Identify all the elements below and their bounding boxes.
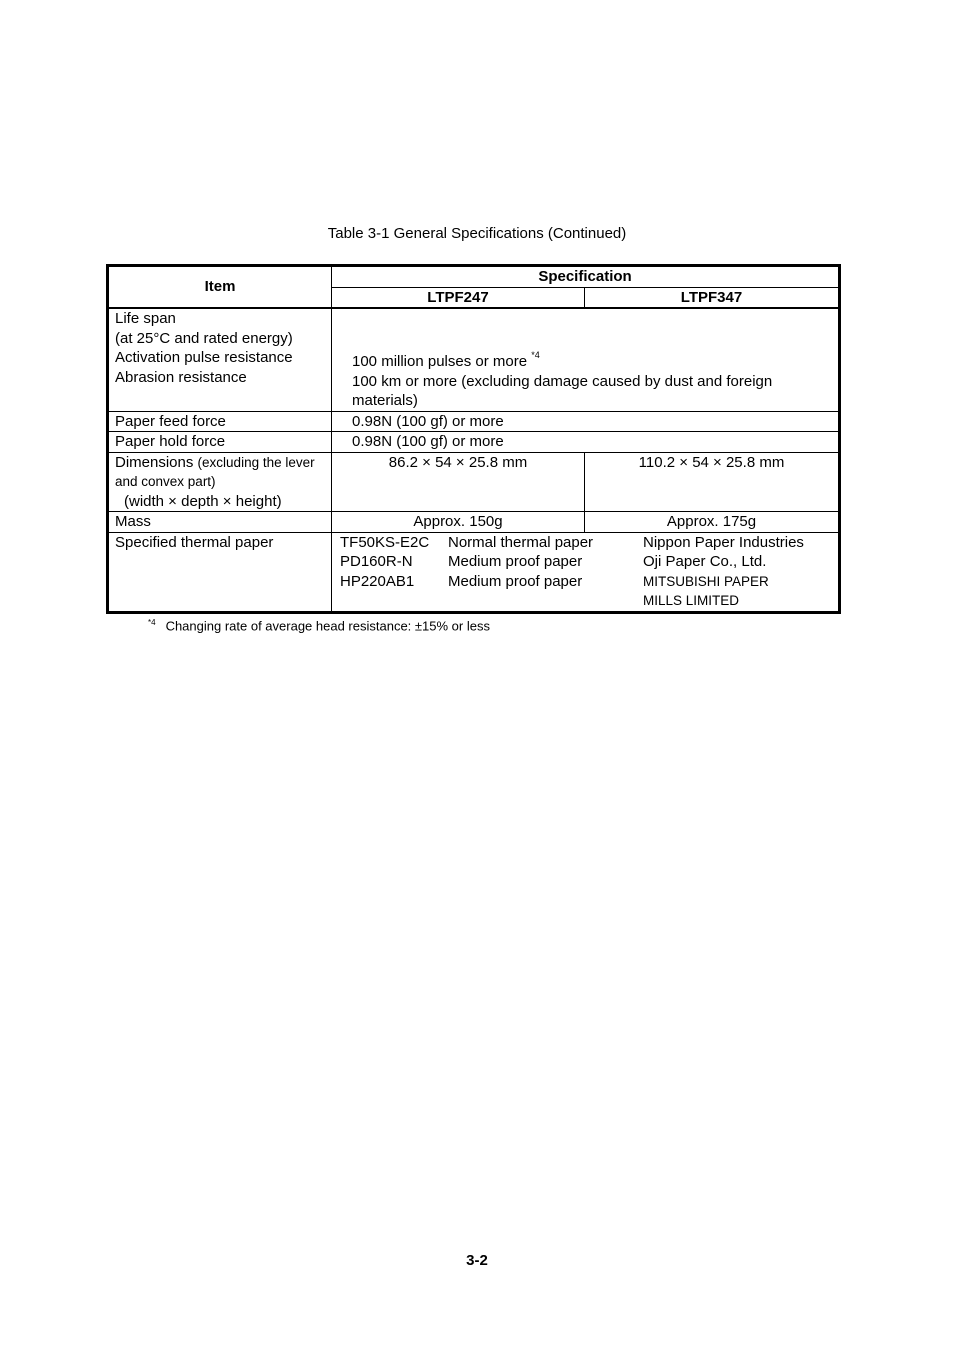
dimensions-axes: (width × depth × height) [124, 492, 282, 510]
thermal-paper-label: Specified thermal paper [108, 532, 332, 612]
paper-feed-label: Paper feed force [108, 411, 332, 432]
page-number: 3-2 [466, 1252, 488, 1269]
paper-code: PD160R-N [340, 553, 413, 570]
abrasion-value: 100 km or more (excluding damage caused by dust and foreign materials) [352, 372, 773, 409]
table-caption: Table 3-1 General Specifications (Continued) [327, 225, 627, 242]
header-specification: Specification [332, 266, 840, 288]
paper-maker-line-2: MILLS LIMITED [643, 593, 740, 608]
activation-pulse-value: 100 million pulses or more [352, 353, 528, 370]
paper-maker-line-1: MITSUBISHI PAPER [643, 573, 769, 589]
dimensions-label: Dimensions [115, 453, 194, 471]
header-model-ltpf247: LTPF247 [332, 287, 585, 308]
paper-maker: Oji Paper Co., Ltd. [643, 553, 767, 570]
footnote-reference: *4 [531, 350, 540, 360]
paper-maker: Nippon Paper Industries [643, 533, 804, 551]
paper-hold-label: Paper hold force [108, 432, 332, 453]
table-row-thermal-paper [108, 532, 840, 612]
list-item [340, 533, 832, 553]
paper-hold-value: 0.98N (100 gf) or more [332, 432, 840, 453]
paper-type: Medium proof paper [448, 553, 583, 570]
header-model-ltpf347: LTPF347 [585, 287, 840, 308]
footnote-text: Changing rate of average head resistance: ±15% or less [165, 618, 490, 634]
table-row-mass [108, 512, 840, 533]
paper-type: Normal thermal paper [448, 533, 594, 551]
mass-ltpf247: Approx. 150g [332, 512, 585, 533]
dimensions-note: (excluding the lever and convex part) [115, 454, 315, 489]
footnote-mark: *4 [148, 618, 156, 627]
table-row-paper-hold-force [108, 432, 840, 453]
footnote [148, 618, 490, 633]
life-span-condition: (at 25°C and rated energy) [115, 329, 293, 347]
table-row-life-span [108, 308, 840, 411]
list-item [340, 552, 832, 572]
paper-code: TF50KS-E2C [340, 533, 430, 551]
paper-feed-value: 0.98N (100 gf) or more [332, 411, 840, 432]
dimensions-ltpf247: 86.2 × 54 × 25.8 mm [332, 452, 585, 512]
dimensions-ltpf347: 110.2 × 54 × 25.8 mm [585, 452, 840, 512]
paper-type: Medium proof paper [448, 572, 583, 590]
list-item [340, 572, 832, 611]
activation-pulse-label: Activation pulse resistance [115, 349, 293, 366]
mass-ltpf347: Approx. 175g [585, 512, 840, 533]
abrasion-label: Abrasion resistance [115, 368, 247, 386]
table-row-dimensions [108, 452, 840, 512]
mass-label: Mass [108, 512, 332, 533]
life-span-label: Life span [115, 310, 176, 327]
table-row-paper-feed-force [108, 411, 840, 432]
paper-maker [643, 572, 832, 611]
header-item: Item [108, 266, 332, 309]
paper-code: HP220AB1 [340, 572, 415, 590]
general-specifications-table [106, 264, 841, 614]
